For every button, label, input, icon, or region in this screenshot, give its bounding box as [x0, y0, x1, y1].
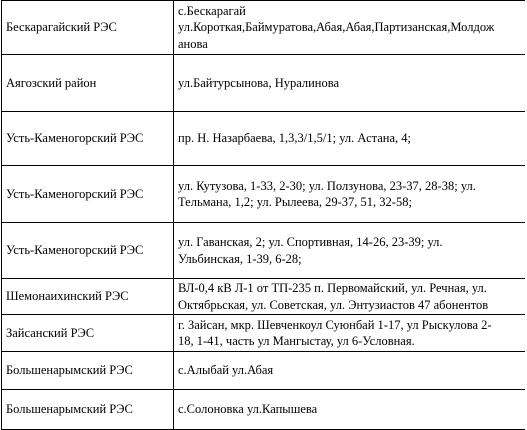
table-row — [2, 166, 526, 223]
address-cell — [174, 352, 526, 390]
table-row — [2, 1, 526, 55]
address-line: ул.Короткая,Баймуратова,Абая,Абая,Партизанская,Молдож — [178, 20, 495, 35]
address-cell — [174, 390, 526, 430]
district-name: Большенарымский РЭС — [6, 402, 133, 417]
document-sheet — [1, 0, 525, 430]
table-row — [2, 315, 526, 352]
district-cell — [2, 55, 174, 112]
address-line: ул. Гаванская, 2; ул. Спортивная, 14-26, 23-39; ул. — [178, 235, 443, 249]
table-row — [2, 223, 526, 279]
outage-address-table — [1, 0, 525, 430]
address-line: анова — [178, 36, 208, 51]
address-cell — [174, 112, 526, 166]
address-line: ВЛ-0,4 кВ Л-1 от ТП-235 п. Первомайский, ул. Речная, ул. — [178, 281, 487, 295]
address-line: Октябрьская, ул. Советская, ул. Энтузиастов 47 абонентов — [178, 297, 489, 312]
address-cell — [174, 55, 526, 112]
address-line: пр. Н. Назарбаева, 1,3,3/1,5/1; ул. Астана, 4; — [178, 131, 412, 146]
district-name: Усть-Каменогорский РЭС — [6, 243, 144, 258]
district-cell — [2, 1, 174, 55]
address-line: Ульбинская, 1-39, 6-28; — [178, 251, 302, 266]
district-name: Усть-Каменогорский РЭС — [6, 131, 144, 146]
district-name: Шемонаихинский РЭС — [6, 289, 129, 304]
table-row — [2, 279, 526, 315]
address-line: г. Зайсан, мкр. Шевченкоул Суюнбай 1-17, ул Рыскулова 2- — [178, 317, 492, 332]
address-cell — [174, 315, 526, 352]
table-row — [2, 112, 526, 166]
address-cell — [174, 1, 526, 55]
address-cell — [174, 166, 526, 223]
table-row — [2, 55, 526, 112]
table-row — [2, 352, 526, 390]
district-name: Бескарагайский РЭС — [6, 20, 117, 35]
address-cell — [174, 223, 526, 279]
address-line: 18, 1-41, часть ул Мангыстау, ул 6-Условная. — [178, 334, 415, 348]
district-cell — [2, 315, 174, 352]
district-name: Большенарымский РЭС — [6, 363, 133, 378]
district-cell — [2, 223, 174, 279]
district-name: Аягозский район — [6, 75, 97, 90]
table-body — [2, 1, 526, 430]
address-line: ул.Байтурсынова, Нуралинова — [178, 75, 340, 90]
address-line: с.Алыбай ул.Абая — [178, 363, 274, 378]
address-line: с.Солоновка ул.Капышева — [178, 402, 318, 417]
district-name: Зайсанский РЭС — [6, 325, 95, 340]
address-line: ул. Кутузова, 1-33, 2-30; ул. Ползунова, 23-37, 28-38; ул. — [178, 178, 476, 193]
table-row — [2, 390, 526, 430]
address-cell — [174, 279, 526, 315]
address-line: с.Бескарагай — [178, 3, 246, 18]
district-cell — [2, 279, 174, 315]
district-name: Усть-Каменогорский РЭС — [6, 186, 144, 201]
district-cell — [2, 390, 174, 430]
district-cell — [2, 112, 174, 166]
district-cell — [2, 352, 174, 390]
district-cell — [2, 166, 174, 223]
address-line: Тельмана, 1,2; ул. Рылеева, 29-37, 51, 32-58; — [178, 195, 412, 209]
